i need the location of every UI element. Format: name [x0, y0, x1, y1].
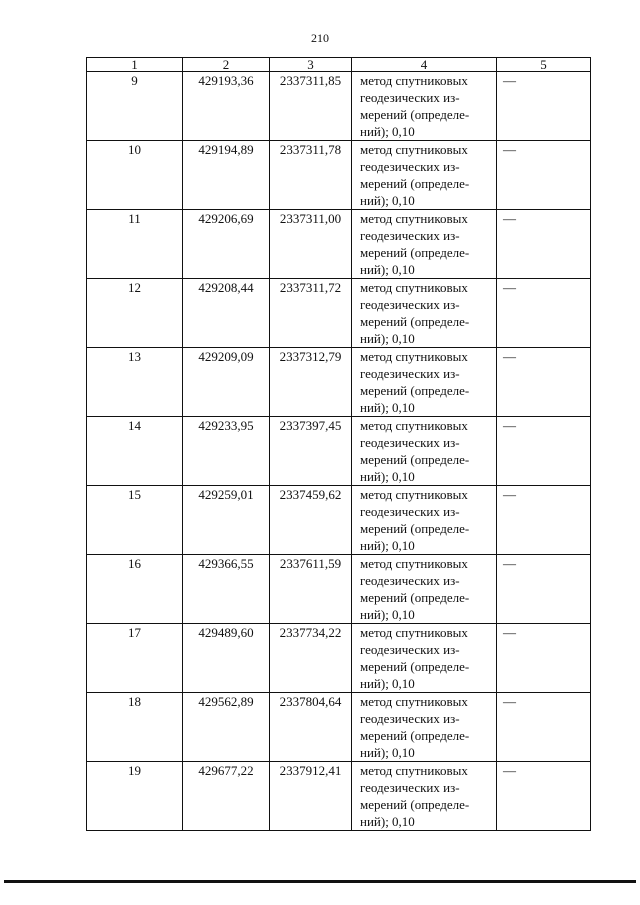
y-coordinate-cell: 2337312,79 — [270, 348, 352, 417]
method-line: метод спутниковых — [360, 625, 468, 640]
method-cell — [352, 141, 497, 210]
method-line: метод спутниковых — [360, 418, 468, 433]
method-line: геодезических из- — [360, 297, 460, 312]
method-line: метод спутниковых — [360, 487, 468, 502]
method-line: геодезических из- — [360, 435, 460, 450]
x-coordinate-cell: 429677,22 — [183, 762, 270, 831]
method-line: ний); 0,10 — [360, 469, 415, 484]
x-coordinate-cell: 429208,44 — [183, 279, 270, 348]
x-coordinate-cell: 429259,01 — [183, 486, 270, 555]
method-cell — [352, 348, 497, 417]
method-cell — [352, 693, 497, 762]
page-number: 210 — [311, 31, 329, 45]
method-line: метод спутниковых — [360, 556, 468, 571]
column-header: 1 — [87, 58, 183, 72]
point-number-cell: 17 — [87, 624, 183, 693]
column-header: 4 — [352, 58, 497, 72]
method-line: мерений (определе- — [360, 728, 470, 743]
method-line: мерений (определе- — [360, 797, 470, 812]
x-coordinate-cell: 429206,69 — [183, 210, 270, 279]
method-line: ний); 0,10 — [360, 193, 415, 208]
method-line: ний); 0,10 — [360, 538, 415, 553]
method-line: геодезических из- — [360, 504, 460, 519]
table-row — [87, 279, 591, 348]
method-line: метод спутниковых — [360, 763, 468, 778]
method-line: ний); 0,10 — [360, 331, 415, 346]
method-line: мерений (определе- — [360, 452, 470, 467]
x-coordinate-cell: 429233,95 — [183, 417, 270, 486]
point-number-cell: 12 — [87, 279, 183, 348]
method-line: геодезических из- — [360, 90, 460, 105]
note-cell: — — [497, 693, 591, 762]
y-coordinate-cell: 2337311,78 — [270, 141, 352, 210]
x-coordinate-cell: 429193,36 — [183, 72, 270, 141]
point-number-cell: 16 — [87, 555, 183, 624]
point-number-cell: 19 — [87, 762, 183, 831]
note-cell: — — [497, 762, 591, 831]
note-cell: — — [497, 72, 591, 141]
note-cell: — — [497, 555, 591, 624]
column-header: 5 — [497, 58, 591, 72]
method-cell — [352, 762, 497, 831]
method-line: геодезических из- — [360, 573, 460, 588]
table-row — [87, 72, 591, 141]
bottom-rule — [4, 880, 636, 883]
note-cell: — — [497, 348, 591, 417]
method-line: геодезических из- — [360, 228, 460, 243]
table-header-row — [87, 58, 591, 72]
method-line: метод спутниковых — [360, 73, 468, 88]
point-number-cell: 13 — [87, 348, 183, 417]
y-coordinate-cell: 2337734,22 — [270, 624, 352, 693]
method-line: мерений (определе- — [360, 314, 470, 329]
method-cell — [352, 486, 497, 555]
method-cell — [352, 279, 497, 348]
table-row — [87, 624, 591, 693]
table-row — [87, 486, 591, 555]
x-coordinate-cell: 429209,09 — [183, 348, 270, 417]
x-coordinate-cell: 429366,55 — [183, 555, 270, 624]
method-line: мерений (определе- — [360, 659, 470, 674]
y-coordinate-cell: 2337804,64 — [270, 693, 352, 762]
method-cell — [352, 555, 497, 624]
x-coordinate-cell: 429562,89 — [183, 693, 270, 762]
method-line: ний); 0,10 — [360, 676, 415, 691]
table-row — [87, 417, 591, 486]
note-cell: — — [497, 624, 591, 693]
table-row — [87, 555, 591, 624]
point-number-cell: 10 — [87, 141, 183, 210]
method-line: метод спутниковых — [360, 694, 468, 709]
method-line: мерений (определе- — [360, 383, 470, 398]
table-row — [87, 693, 591, 762]
column-header: 3 — [270, 58, 352, 72]
method-cell — [352, 72, 497, 141]
method-line: геодезических из- — [360, 366, 460, 381]
method-line: ний); 0,10 — [360, 814, 415, 829]
y-coordinate-cell: 2337611,59 — [270, 555, 352, 624]
note-cell: — — [497, 210, 591, 279]
note-cell: — — [497, 279, 591, 348]
method-cell — [352, 624, 497, 693]
table-row — [87, 141, 591, 210]
method-cell — [352, 210, 497, 279]
point-number-cell: 14 — [87, 417, 183, 486]
point-number-cell: 9 — [87, 72, 183, 141]
method-line: геодезических из- — [360, 642, 460, 657]
note-cell: — — [497, 141, 591, 210]
table-row — [87, 348, 591, 417]
method-line: метод спутниковых — [360, 211, 468, 226]
method-line: ний); 0,10 — [360, 124, 415, 139]
method-line: ний); 0,10 — [360, 400, 415, 415]
x-coordinate-cell: 429194,89 — [183, 141, 270, 210]
method-line: ний); 0,10 — [360, 607, 415, 622]
y-coordinate-cell: 2337397,45 — [270, 417, 352, 486]
y-coordinate-cell: 2337311,00 — [270, 210, 352, 279]
method-line: мерений (определе- — [360, 590, 470, 605]
coordinates-table — [86, 57, 591, 831]
method-line: геодезических из- — [360, 711, 460, 726]
method-line: геодезических из- — [360, 159, 460, 174]
method-line: ний); 0,10 — [360, 745, 415, 760]
y-coordinate-cell: 2337311,85 — [270, 72, 352, 141]
method-line: мерений (определе- — [360, 107, 470, 122]
method-line: мерений (определе- — [360, 245, 470, 260]
method-cell — [352, 417, 497, 486]
method-line: мерений (определе- — [360, 521, 470, 536]
y-coordinate-cell: 2337459,62 — [270, 486, 352, 555]
method-line: ний); 0,10 — [360, 262, 415, 277]
note-cell: — — [497, 486, 591, 555]
y-coordinate-cell: 2337912,41 — [270, 762, 352, 831]
method-line: мерений (определе- — [360, 176, 470, 191]
y-coordinate-cell: 2337311,72 — [270, 279, 352, 348]
method-line: метод спутниковых — [360, 142, 468, 157]
point-number-cell: 11 — [87, 210, 183, 279]
x-coordinate-cell: 429489,60 — [183, 624, 270, 693]
point-number-cell: 15 — [87, 486, 183, 555]
point-number-cell: 18 — [87, 693, 183, 762]
method-line: геодезических из- — [360, 780, 460, 795]
method-line: метод спутниковых — [360, 280, 468, 295]
method-line: метод спутниковых — [360, 349, 468, 364]
table-row — [87, 210, 591, 279]
note-cell: — — [497, 417, 591, 486]
column-header: 2 — [183, 58, 270, 72]
table-row — [87, 762, 591, 831]
